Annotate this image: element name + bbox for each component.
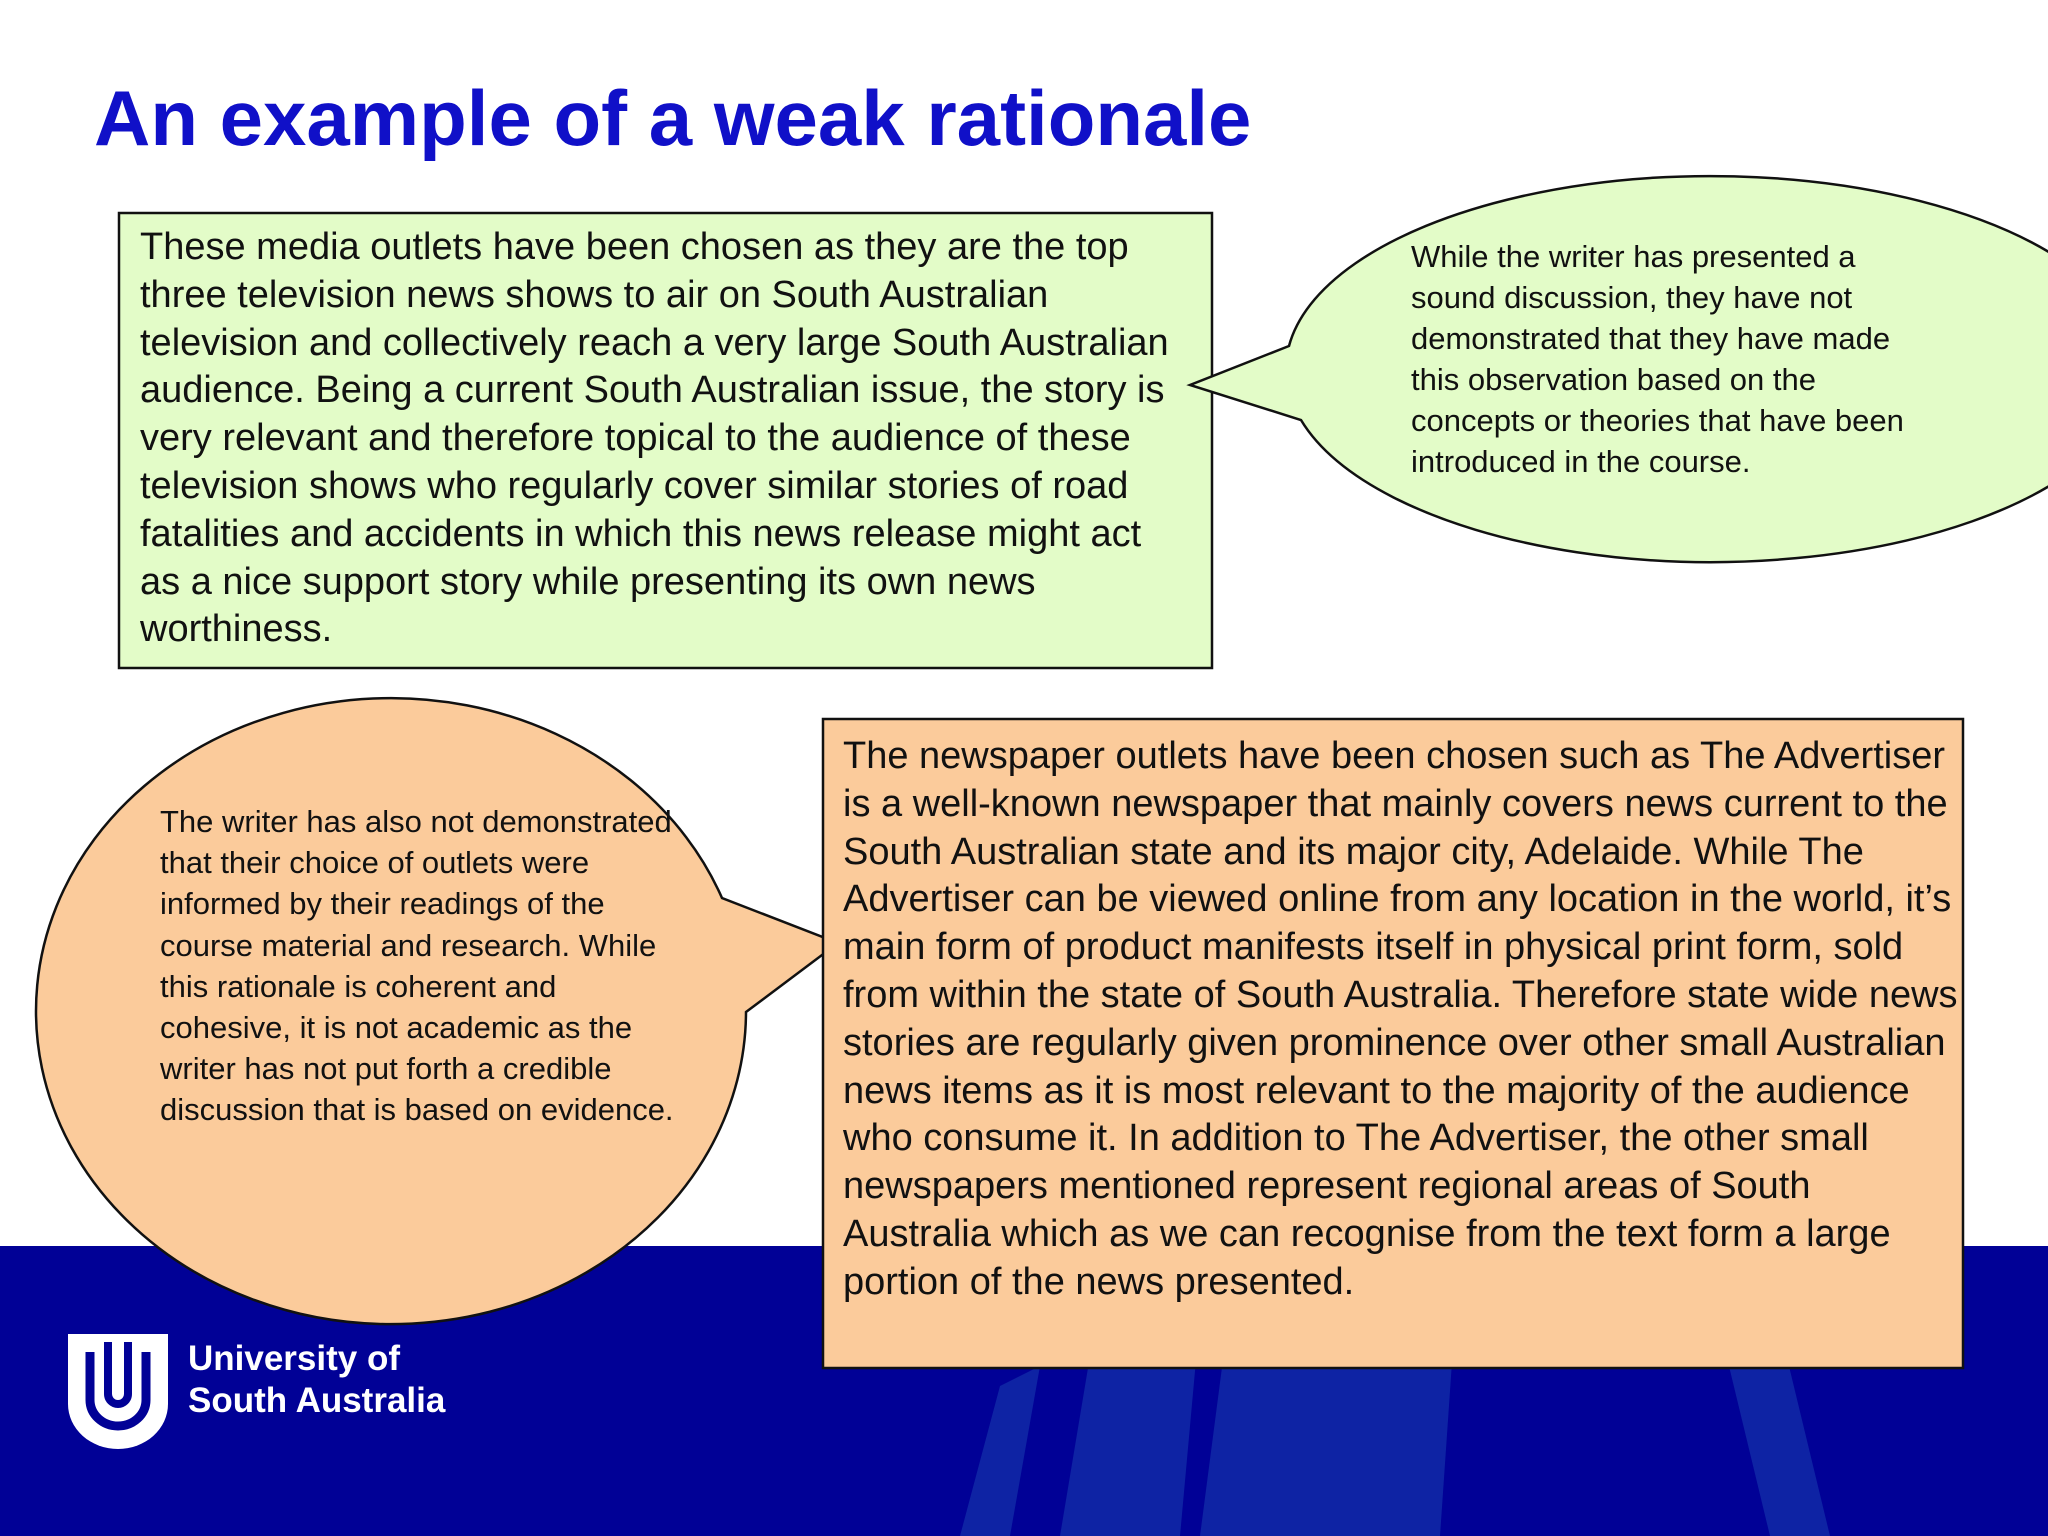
green-box-text: These media outlets have been chosen as they are the top three television news shows to air on South Australian television and collectively reach a very large South Australian audience. Being a current South Australian issue, the story is very relevant and therefore topical to the audience of these television shows who regularly cover similar stories of road fatalities and accidents in which this news release might act as a nice support story while presenting its own news worthiness. [140, 226, 1169, 651]
university-wordmark [188, 1338, 445, 1422]
orange-box-text: The newspaper outlets have been chosen such as The Advertiser is a well-known newspaper that mainly covers news current to the South Australian state and its major city, Adelaide. While The Advertiser can be viewed online from any location in the world, it’s main form of product manifests itself in physical print form, sold from within the state of South Australia. Therefore state wide news stories are regularly given prominence over other small Australian news items as it is most relevant to the majority of the audience who consume it. In addition to The Advertiser, the other small newspapers mentioned represent regional areas of South Australia which as we can recognise from the text form a large portion of the news presented. [843, 735, 1958, 1303]
green-bubble-text: While the writer has presented a sound discussion, they have not demonstrated that they have made this observation based on the concepts or theories that have been introduced in the course. [1411, 239, 1904, 479]
slide-title: An example of a weak rationale [94, 74, 1252, 162]
wordmark-line-2: South Australia [188, 1381, 446, 1420]
orange-bubble-text: The writer has also not demonstrated that their choice of outlets were informed by their readings of the course material and research. While this rationale is coherent and cohesive, it is not academic as the writer has not put forth a credible discussion that is based on evidence. [160, 804, 674, 1128]
wordmark-line-1: University of [188, 1339, 400, 1378]
university-logo-icon [68, 1334, 168, 1449]
